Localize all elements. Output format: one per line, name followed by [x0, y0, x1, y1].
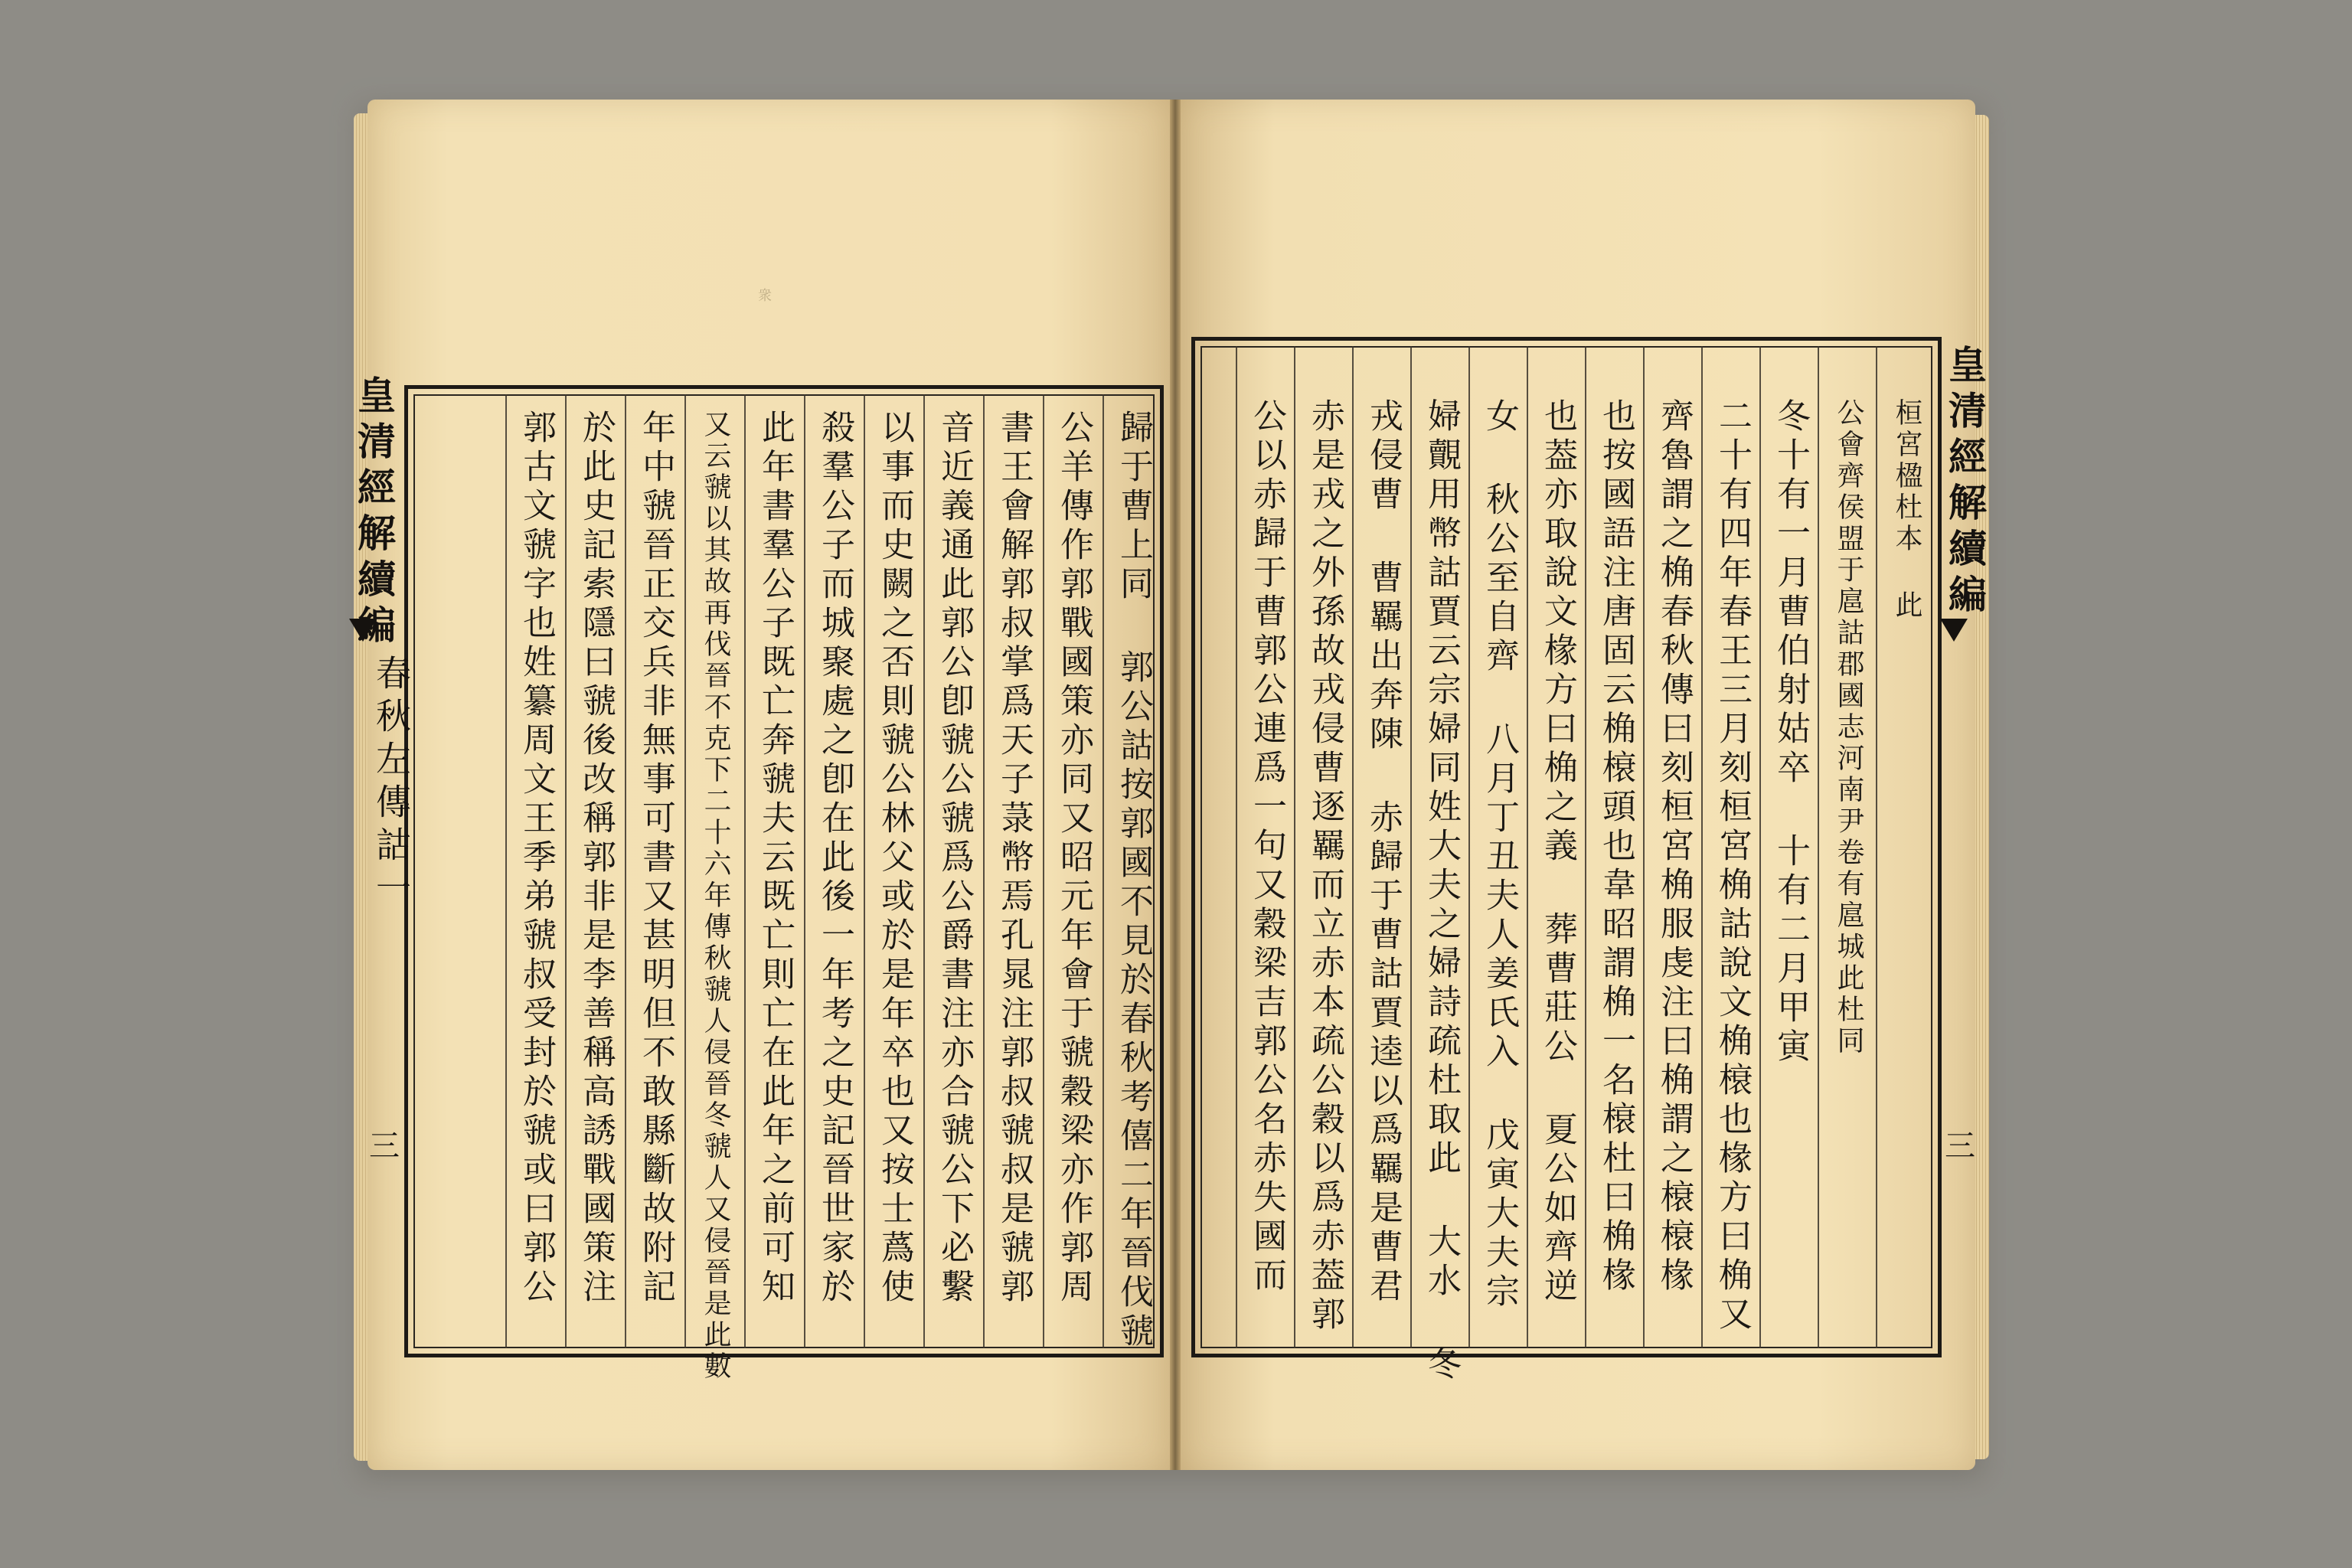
- page-stack-right: [1974, 115, 1989, 1459]
- column-rule: [505, 394, 507, 1348]
- right-column-11: 赤是戎之外孫故戎侵曹逐羈而立赤本疏公穀以爲赤葢郭: [1305, 398, 1344, 1335]
- column-rule: [804, 394, 805, 1348]
- column-rule: [565, 394, 567, 1348]
- column-rule: [1759, 346, 1761, 1348]
- left-column-1: 歸于曹上同 郭公詁按郭國不見於春秋考僖二年晉伐虢: [1114, 410, 1153, 1352]
- right-column-8: 女 秋公至自齊 八月丁丑夫人姜氏入 戊寅大夫宗: [1480, 398, 1519, 1312]
- right-column-6: 也按國語注唐固云桷榱頭也韋昭謂桷一名榱杜曰桷椽: [1596, 398, 1635, 1296]
- right-column-7: 也葢亦取說文椽方曰桷之義 葬曹莊公 夏公如齊逆: [1538, 398, 1577, 1307]
- top-mark: 衆: [758, 288, 772, 304]
- column-rule: [923, 394, 925, 1348]
- column-rule: [1818, 346, 1819, 1348]
- right-column-2: 公會齊侯盟于扈詁郡國志河南尹卷有扈城此杜同: [1833, 398, 1864, 1057]
- right-column-5: 齊魯謂之桷春秋傳曰刻桓宮桷服虔注曰桷謂之榱榱椽: [1655, 398, 1694, 1296]
- column-rule: [1102, 394, 1104, 1348]
- left-margin-title: 皇清經解續編: [351, 375, 397, 651]
- left-margin-subtitle: 春秋左傳詁一: [371, 655, 412, 912]
- right-column-4: 二十有四年春王三月刻桓宮桷詁說文桷榱也椽方曰桷又: [1713, 398, 1752, 1335]
- column-rule: [1701, 346, 1703, 1348]
- column-rule: [1585, 346, 1586, 1348]
- left-column-5: 以事而史闕之否則虢公林父或於是年卒也又按士蔿使: [875, 410, 914, 1308]
- right-page-number: 三: [1945, 1129, 1975, 1164]
- column-rule: [684, 394, 686, 1348]
- right-column-3: 冬十有一月曹伯射姑卒 十有二月甲寅: [1771, 398, 1810, 1067]
- left-column-11: 郭古文虢字也姓纂周文王季弟虢叔受封於虢或曰郭公: [517, 410, 556, 1308]
- column-rule: [1294, 346, 1295, 1348]
- left-column-7: 此年書羣公子既亡奔虢夫云既亡則亡在此年之前可知: [756, 410, 795, 1308]
- column-rule: [1410, 346, 1412, 1348]
- column-rule: [983, 394, 985, 1348]
- book-gutter: [1170, 100, 1181, 1470]
- left-column-2: 公羊傳作郭戰國策亦同又昭元年會于虢穀梁亦作郭周: [1054, 410, 1093, 1308]
- column-rule: [744, 394, 746, 1348]
- left-page-number: 三: [369, 1129, 400, 1164]
- column-rule: [1527, 346, 1528, 1348]
- left-column-4: 音近義通此郭公卽虢公虢爲公爵書注亦合虢公下必繫: [935, 410, 974, 1308]
- column-rule: [1876, 346, 1877, 1348]
- left-column-6: 殺羣公子而城聚處之卽在此後一年考之史記晉世家於: [815, 410, 854, 1308]
- right-column-1: 桓宮楹杜本 此: [1891, 398, 1922, 622]
- left-column-9: 年中虢晉正交兵非無事可書又甚明但不敢縣斷故附記: [636, 410, 675, 1308]
- fishtail-left-icon: [349, 619, 377, 642]
- right-column-10: 戎侵曹 曹羈出奔陳 赤歸于曹詁賈逵以爲羈是曹君: [1364, 398, 1403, 1307]
- column-rule: [1643, 346, 1645, 1348]
- column-rule: [1043, 394, 1044, 1348]
- column-rule: [1236, 346, 1237, 1348]
- column-rule: [864, 394, 865, 1348]
- right-margin-title: 皇清經解續編: [1942, 345, 1988, 620]
- fishtail-right-icon: [1940, 619, 1968, 642]
- left-column-3: 書王會解郭叔掌爲天子菉幣焉孔晁注郭叔虢叔是虢郭: [995, 410, 1034, 1308]
- left-column-8: 又云虢以其故再伐晉不克下二十六年傳秋虢人侵晉冬虢人又侵晉是此數: [700, 410, 731, 1383]
- right-column-12: 公以赤歸于曹郭公連爲一句又穀梁吉郭公名赤失國而: [1247, 398, 1286, 1296]
- left-column-10: 於此史記索隱曰虢後改稱郭非是李善稱高誘戰國策注: [577, 410, 616, 1308]
- column-rule: [1468, 346, 1470, 1348]
- column-rule: [625, 394, 626, 1348]
- column-rule: [1352, 346, 1354, 1348]
- right-column-9: 婦覿用幣詁賈云宗婦同姓大夫之婦詩疏杜取此 大水 冬: [1422, 398, 1461, 1385]
